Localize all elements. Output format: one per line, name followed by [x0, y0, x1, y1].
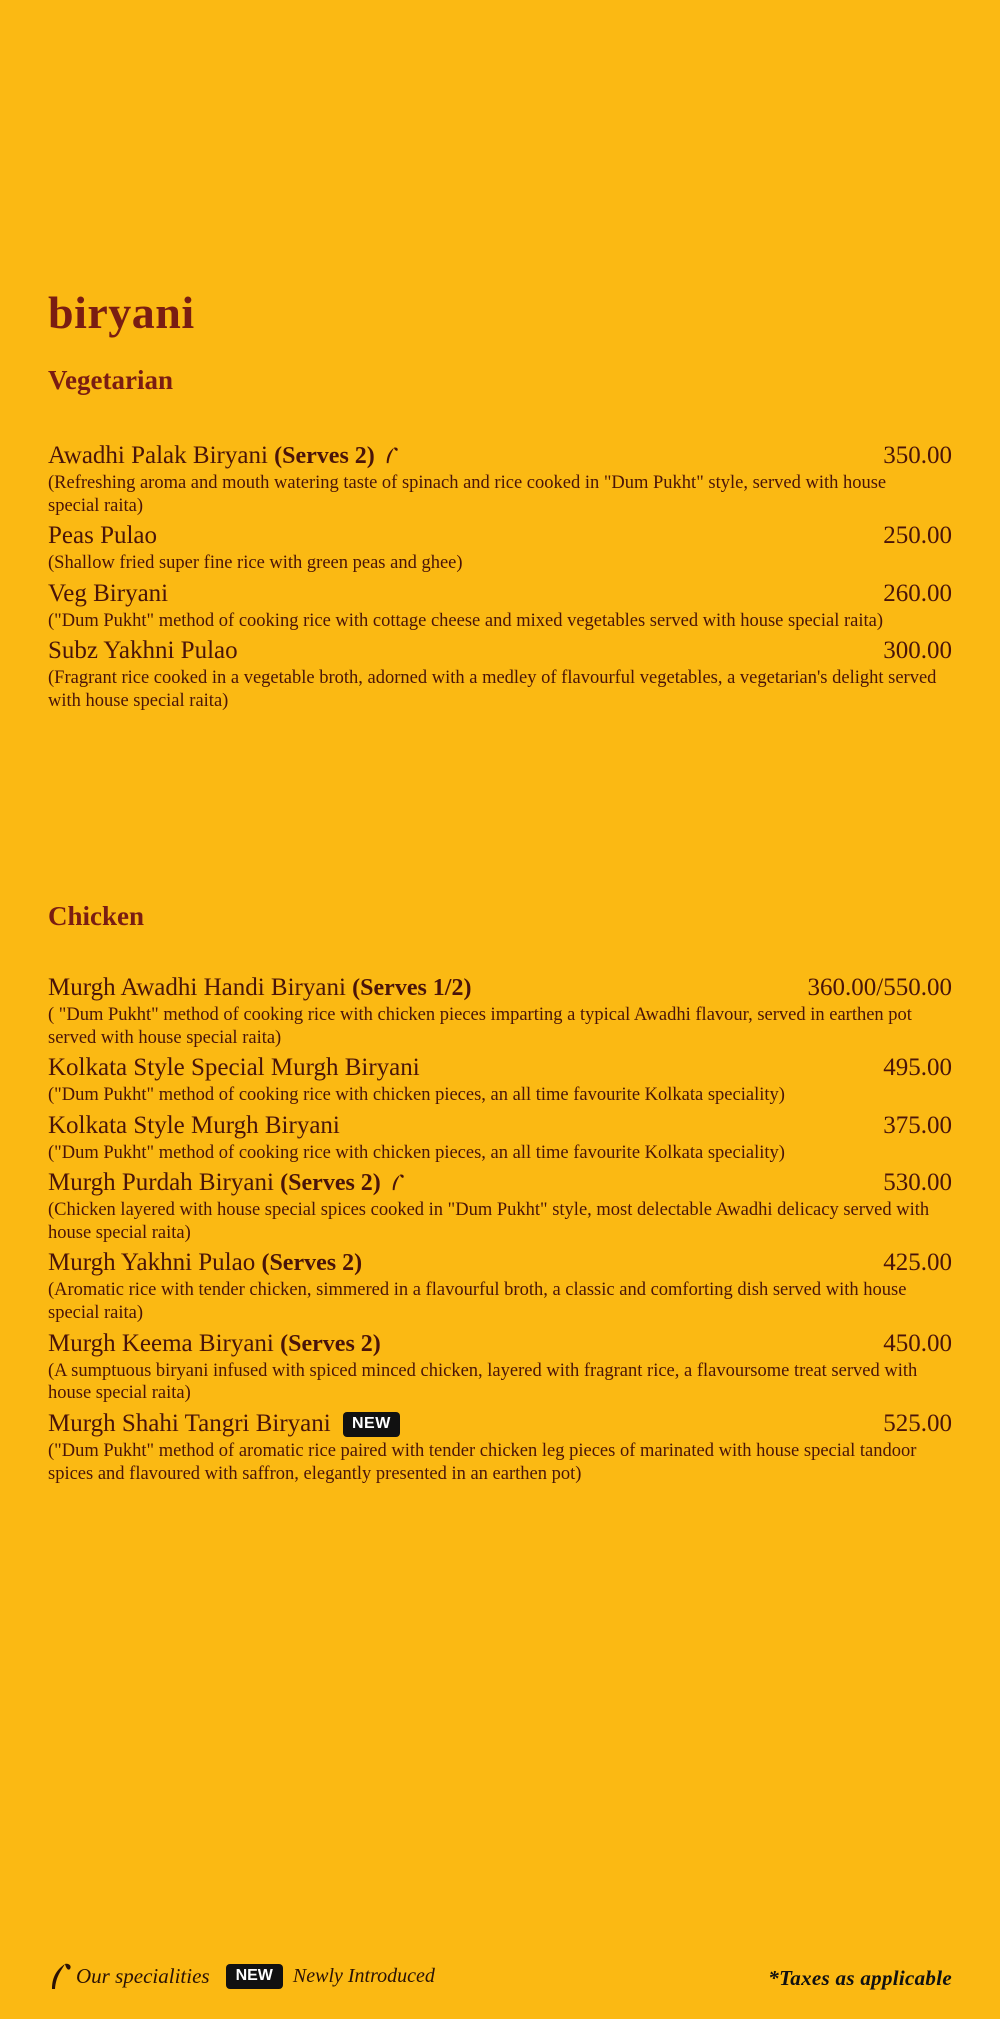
- menu-item: [48, 440, 952, 517]
- menu-item-row: [48, 1167, 952, 1199]
- menu-item-name-line: [48, 1167, 408, 1199]
- menu-item-name-line: [48, 1110, 340, 1142]
- menu-item-price: 525.00: [883, 1409, 952, 1437]
- menu-item-name: Kolkata Style Murgh Biryani: [48, 1111, 340, 1139]
- menu-item-name: Kolkata Style Special Murgh Biryani: [48, 1054, 420, 1082]
- menu-item-price: 425.00: [883, 1249, 952, 1277]
- menu-item: [48, 520, 952, 575]
- menu-item-serves: (Serves 2): [280, 1170, 381, 1197]
- menu-item-row: [48, 1110, 952, 1142]
- section-heading-chicken: Chicken: [48, 901, 145, 931]
- menu-item-description: ("Dum Pukht" method of cooking rice with cottage cheese and mixed vegetables served with house special raita): [48, 610, 884, 631]
- menu-item-name-line: [48, 440, 402, 472]
- menu-item-name: Subz Yakhni Pulao: [48, 637, 238, 665]
- speciality-icon: [390, 1169, 408, 1189]
- footer-legend: [48, 1959, 952, 1991]
- menu-item: [48, 578, 952, 633]
- menu-item-price: 260.00: [883, 579, 952, 607]
- speciality-icon: [48, 1961, 74, 1991]
- menu-item-row: [48, 1408, 952, 1440]
- menu-item-row: [48, 1247, 952, 1279]
- menu-item-name-line: [48, 578, 168, 610]
- menu-item-price: 450.00: [883, 1329, 952, 1357]
- menu-item-description: (Shallow fried super fine rice with green peas and ghee): [48, 553, 463, 574]
- taxes-note: *Taxes as applicable: [768, 1966, 952, 1990]
- menu-item-row: [48, 1328, 952, 1360]
- menu-item-row: [48, 635, 952, 667]
- menu-item-name-line: [48, 635, 238, 667]
- menu-item-name: Murgh Keema Biryani: [48, 1329, 274, 1357]
- menu-item-serves: (Serves 2): [274, 443, 375, 469]
- menu-item-name: Awadhi Palak Biryani: [48, 442, 268, 469]
- menu-item-description: ("Dum Pukht" method of aromatic rice paired with tender chicken leg pieces of marinated with house special tandoor spices and flavoured with saffron, elegantly presented in an earthen pot): [48, 1441, 917, 1484]
- menu-item-name-line: [48, 1247, 362, 1279]
- menu-item-name: Murgh Awadhi Handi Biryani: [48, 974, 346, 1001]
- menu-items-chicken: [48, 972, 952, 1488]
- menu-item-name-line: [48, 1328, 381, 1360]
- menu-item-name: Murgh Purdah Biryani: [48, 1169, 274, 1197]
- menu-item: [48, 1247, 952, 1324]
- menu-item-price: 350.00: [883, 442, 952, 469]
- menu-item: [48, 972, 952, 1049]
- section-heading-vegetarian: Vegetarian: [48, 365, 173, 395]
- menu-item: [48, 1167, 952, 1244]
- menu-item: [48, 1052, 952, 1107]
- menu-item: [48, 1328, 952, 1405]
- menu-item-serves: (Serves 2): [280, 1330, 381, 1357]
- menu-item-row: [48, 520, 952, 552]
- menu-item-description: (A sumptuous biryani infused with spiced minced chicken, layered with fragrant rice, a flavoursome treat served with house special raita): [48, 1360, 918, 1404]
- menu-item: [48, 1110, 952, 1165]
- footer-new-label: Newly Introduced: [292, 1964, 435, 1987]
- menu-item-row: [48, 440, 952, 472]
- menu-item-price: 250.00: [883, 522, 952, 550]
- menu-item-price: 530.00: [883, 1169, 952, 1197]
- menu-items-vegetarian: [48, 440, 952, 715]
- menu-item-price: 360.00/550.00: [807, 974, 952, 1001]
- menu-item: [48, 635, 952, 712]
- footer-speciality-label: Our specialities: [76, 1963, 210, 1988]
- menu-item-description: (Chicken layered with house special spices cooked in "Dum Pukht" style, most delectable Awadhi delicacy served with house special raita): [48, 1200, 930, 1243]
- menu-item-name: Murgh Shahi Tangri Biryani: [48, 1409, 331, 1437]
- footer-legend-left: [48, 1961, 435, 1991]
- menu-item-name: Peas Pulao: [48, 522, 158, 550]
- menu-item-serves: (Serves 1/2): [352, 975, 472, 1001]
- menu-item-description: (Fragrant rice cooked in a vegetable broth, adorned with a medley of flavourful vegetables, a vegetarian's delight served with house special raita): [48, 668, 937, 711]
- menu-item-name-line: [48, 520, 157, 552]
- menu-item: [48, 1408, 952, 1486]
- menu-item-name-line: [48, 972, 471, 1004]
- menu-item-description: (Refreshing aroma and mouth watering taste of spinach and rice cooked in "Dum Pukht" style, served with house special raita): [48, 473, 887, 516]
- menu-item-price: 300.00: [883, 637, 952, 665]
- speciality-icon: [384, 442, 402, 462]
- menu-item-name: Murgh Yakhni Pulao: [48, 1249, 256, 1277]
- menu-item-price: 495.00: [883, 1054, 952, 1082]
- menu-item-row: [48, 1052, 952, 1084]
- menu-item-name-line: [48, 1408, 400, 1440]
- menu-item-row: [48, 972, 952, 1004]
- menu-item-description: ( "Dum Pukht" method of cooking rice with chicken pieces imparting a typical Awadhi flavour, served in earthen pot served with house special raita): [48, 1005, 912, 1048]
- new-badge: NEW: [343, 1412, 400, 1437]
- menu-item-row: [48, 578, 952, 610]
- menu-item-name-line: [48, 1052, 420, 1084]
- menu-item-name: Veg Biryani: [48, 579, 169, 607]
- menu-item-price: 375.00: [883, 1111, 952, 1139]
- menu-item-description: ("Dum Pukht" method of cooking rice with chicken pieces, an all time favourite Kolkata speciality): [48, 1142, 785, 1163]
- menu-item-description: (Aromatic rice with tender chicken, simmered in a flavourful broth, a classic and comforting dish served with house special raita): [48, 1280, 907, 1323]
- menu-item-serves: (Serves 2): [261, 1250, 363, 1277]
- page-title: biryani: [48, 287, 195, 338]
- menu-item-description: ("Dum Pukht" method of cooking rice with chicken pieces, an all time favourite Kolkata speciality): [48, 1085, 785, 1106]
- new-badge: NEW: [226, 1964, 283, 1989]
